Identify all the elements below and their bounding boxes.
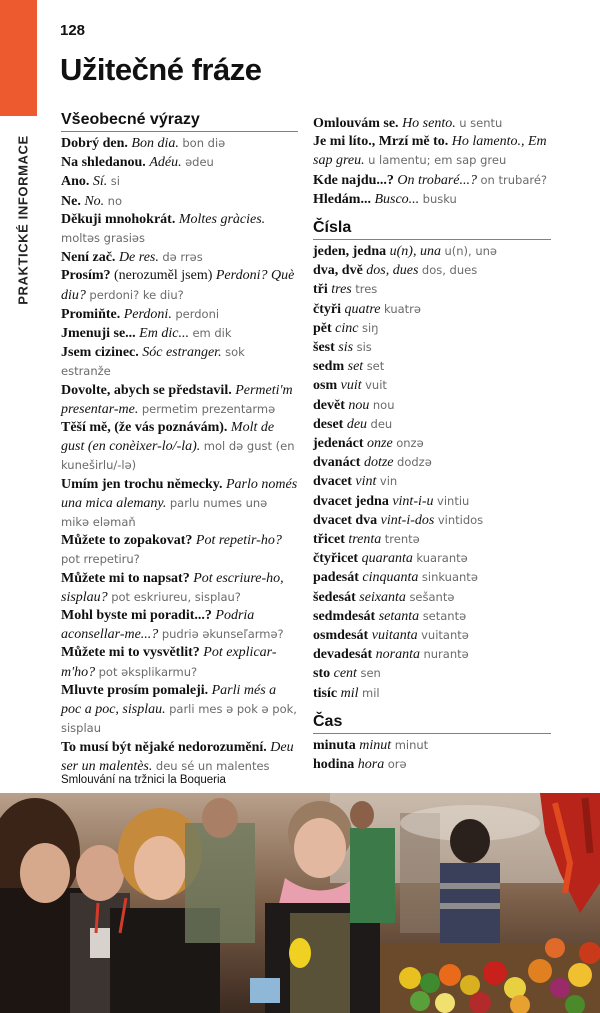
- phrase-pronunciation: no: [107, 193, 122, 208]
- phrase-pronunciation: perdoni? ke diu?: [89, 287, 184, 302]
- phrase-pronunciation: minut: [394, 737, 429, 752]
- phrase-entry: [313, 114, 551, 133]
- phrase-czech: devadesát: [313, 647, 373, 663]
- section-heading-numbers: Čísla: [313, 218, 551, 240]
- phrase-pronunciation: mil: [362, 685, 380, 700]
- phrase-czech: Promiňte.: [61, 306, 121, 322]
- phrase-pronunciation: vintiu: [437, 493, 470, 508]
- phrase-czech: šest: [313, 340, 335, 356]
- phrase-entry: [61, 343, 298, 381]
- phrase-czech: Není zač.: [61, 250, 116, 266]
- phrase-pronunciation: siŋ: [362, 320, 379, 335]
- number-entry: [313, 280, 551, 299]
- number-entry: [313, 530, 551, 549]
- phrase-pronunciation: bon diə: [182, 136, 226, 150]
- phrase-czech: jedenáct: [313, 436, 364, 452]
- phrase-czech: Dobrý den.: [61, 136, 128, 151]
- phrase-czech: Umím jen trochu německy.: [61, 476, 223, 492]
- phrase-pronunciation: vin: [379, 474, 398, 489]
- phrase-catalan: nou: [348, 397, 370, 413]
- phrase-czech: dvacet: [313, 474, 352, 490]
- phrase-czech: Prosím?: [61, 268, 111, 284]
- phrase-czech: sedm: [313, 359, 345, 375]
- section-heading-time: Čas: [313, 712, 551, 734]
- phrase-catalan: tres: [331, 282, 352, 298]
- phrase-czech: sedmdesát: [313, 608, 376, 624]
- phrase-pronunciation: sis: [356, 340, 372, 355]
- phrase-catalan: Sí.: [92, 174, 108, 190]
- time-entry: [313, 736, 551, 755]
- phrase-catalan: vint-i-dos: [380, 512, 435, 528]
- phrase-entry: [61, 532, 298, 569]
- phrase-entry: [61, 211, 298, 248]
- phrase-pronunciation: u lamentu; em sap greu: [368, 153, 507, 168]
- number-entry: [313, 607, 551, 626]
- time-entry: [313, 755, 551, 774]
- phrase-catalan: Parlo només una mica alemany.: [61, 476, 298, 511]
- phrase-entry: [61, 192, 298, 211]
- phrase-catalan: quatre: [344, 301, 381, 317]
- phrase-catalan: Molt de gust (en conèixer-lo/-la).: [61, 420, 275, 455]
- phrase-catalan: Permeti'm presentar-me.: [61, 382, 293, 417]
- phrase-pronunciation: vuit: [365, 378, 387, 393]
- phrase-catalan: setanta: [378, 608, 420, 624]
- phrase-pronunciation: kuarantə: [416, 551, 468, 566]
- phrase-catalan: Pot repetir-ho?: [195, 533, 282, 549]
- phrase-czech: osm: [313, 378, 338, 394]
- phrase-czech: Jmenuji se...: [61, 326, 136, 342]
- market-photo: [0, 793, 600, 1013]
- phrase-czech: Dovolte, abych se představil.: [61, 382, 232, 398]
- phrase-czech: jeden, jedna: [313, 244, 387, 260]
- phrase-entry: [61, 134, 298, 153]
- phrase-catalan: De res.: [118, 250, 159, 266]
- phrase-pronunciation: u sentu: [459, 116, 503, 130]
- phrase-catalan: cinc: [335, 320, 359, 336]
- phrase-pronunciation: orə: [387, 757, 407, 772]
- phrase-catalan: Parli més a poc a poc, sisplau.: [61, 682, 277, 718]
- phrase-entry: [61, 570, 298, 607]
- phrase-catalan: On trobaré...?: [397, 172, 478, 188]
- phrase-catalan: u(n), una: [389, 244, 441, 260]
- page-title: Užitečné fráze: [60, 52, 262, 87]
- phrase-czech: Těší mě, (že vás poznávám).: [61, 420, 228, 436]
- number-entry: [313, 396, 551, 415]
- phrase-entry: [61, 267, 298, 304]
- phrase-czech: devět: [313, 397, 345, 413]
- phrase-catalan: Pot explicar-m'ho?: [61, 645, 277, 680]
- phrases-column-right: [313, 114, 551, 774]
- phrase-czech: hodina: [313, 757, 355, 773]
- phrase-pronunciation: em dik: [192, 326, 232, 341]
- phrase-entry: [313, 133, 551, 170]
- phrase-pronunciation: sok estranže: [61, 345, 245, 379]
- number-entry: [313, 434, 551, 453]
- phrase-pronunciation: onzə: [396, 436, 424, 451]
- phrase-pronunciation: dodzə: [397, 455, 432, 470]
- phrase-pronunciation: sinkuantə: [421, 570, 478, 585]
- number-entry: [313, 511, 551, 530]
- phrase-pronunciation: sen: [360, 666, 381, 681]
- phrase-pronunciation: parli mes ə pok ə pok, sisplau: [61, 702, 297, 736]
- phrase-catalan: hora: [357, 757, 385, 773]
- phrase-catalan: set: [347, 359, 364, 375]
- phrase-catalan: dotze: [363, 455, 394, 471]
- phrase-catalan: Busco...: [374, 191, 420, 207]
- phrase-catalan: mil: [340, 685, 359, 701]
- phrase-pronunciation: nou: [372, 397, 395, 412]
- phrase-czech: Na shledanou.: [61, 155, 146, 171]
- phrase-catalan: Ho sento.: [402, 116, 456, 131]
- phrase-czech: Mohl byste mi poradit...?: [61, 608, 212, 624]
- phrase-czech: Hledám...: [313, 191, 371, 207]
- phrase-czech: pět: [313, 320, 332, 336]
- phrases-column-left: [61, 110, 298, 776]
- phrase-pronunciation: də rrəs: [162, 250, 203, 265]
- phrase-pronunciation: kuatrə: [384, 301, 421, 316]
- phrase-czech: sto: [313, 666, 331, 682]
- phrase-entry: [61, 607, 298, 644]
- phrase-entry: [61, 476, 298, 533]
- phrase-pronunciation: on trubaré?: [480, 172, 548, 187]
- phrase-pronunciation: tres: [355, 282, 378, 297]
- phrase-czech: Jsem cizinec.: [61, 345, 139, 361]
- phrase-catalan: onze: [367, 436, 393, 452]
- phrase-pronunciation: set: [366, 359, 385, 374]
- phrase-czech: dvacet dva: [313, 512, 378, 528]
- number-entry: [313, 415, 551, 434]
- phrase-entry: [313, 171, 551, 190]
- phrase-czech: tisíc: [313, 685, 338, 701]
- phrase-catalan: vuitanta: [371, 628, 418, 644]
- phrase-pronunciation: nurantə: [423, 647, 469, 662]
- number-entry: [313, 319, 551, 338]
- phrase-pronunciation: pot rrepetiru?: [61, 552, 140, 567]
- phrase-pronunciation: mol də gust (en kuneširlu/-lə): [61, 439, 295, 473]
- phrase-pronunciation: permetim prezentarmə: [141, 401, 276, 416]
- phrase-pronunciation: ədeu: [185, 155, 214, 170]
- phrase-catalan: deu: [346, 416, 368, 432]
- number-entry: [313, 684, 551, 703]
- number-entry: [313, 453, 551, 472]
- phrase-catalan: minut: [359, 737, 392, 753]
- number-entry: [313, 645, 551, 664]
- phrase-entry: [61, 153, 298, 172]
- number-entry: [313, 492, 551, 511]
- number-entry: [313, 338, 551, 357]
- phrase-entry: [61, 382, 298, 419]
- phrase-czech: osmdesát: [313, 628, 369, 644]
- number-entry: [313, 376, 551, 395]
- phrase-catalan: Em dic...: [139, 326, 189, 342]
- phrase-catalan: Sóc estranger.: [142, 345, 222, 361]
- phrase-pronunciation: deu: [370, 416, 393, 431]
- phrase-pronunciation: moltəs grasiəs: [61, 231, 145, 246]
- phrase-catalan: Perdoni? Què diu?: [61, 268, 295, 303]
- phrase-czech: Mluvte prosím pomaleji.: [61, 682, 209, 698]
- phrase-entry: [61, 248, 298, 267]
- number-entry: [313, 664, 551, 683]
- number-entry: [313, 549, 551, 568]
- phrase-czech: dva, dvě: [313, 263, 363, 279]
- phrase-note: (nerozuměl jsem): [114, 268, 213, 284]
- phrase-czech: Děkuji mnohokrát.: [61, 211, 176, 227]
- phrase-catalan: Deu ser un malentès.: [61, 739, 294, 774]
- phrase-catalan: Moltes gràcies.: [178, 211, 266, 227]
- phrase-pronunciation: deu sé un malentes: [155, 758, 270, 773]
- phrase-czech: Je mi líto., Mrzí mě to.: [313, 134, 449, 150]
- phrase-catalan: cent: [333, 666, 357, 682]
- phrase-catalan: cinquanta: [362, 570, 419, 586]
- number-entry: [313, 588, 551, 607]
- section-color-tab: [0, 0, 37, 116]
- phrase-catalan: noranta: [375, 647, 420, 663]
- phrase-catalan: Ho lamento., Em sap greu.: [313, 134, 547, 169]
- phrase-catalan: dos, dues: [366, 263, 419, 279]
- number-entry: [313, 242, 551, 261]
- phrase-catalan: sis: [338, 340, 354, 356]
- phrase-catalan: vint: [355, 474, 377, 490]
- phrase-pronunciation: parlu numes unə mikə eləmaň: [61, 495, 268, 530]
- phrase-pronunciation: pot eskriureu, sisplau?: [111, 589, 241, 604]
- phrase-czech: To musí být nějaké nedorozumění.: [61, 739, 267, 755]
- number-entry: [313, 472, 551, 491]
- phrase-czech: třicet: [313, 532, 345, 548]
- phrase-catalan: Adéu.: [149, 155, 182, 171]
- phrase-entry: [61, 324, 298, 343]
- phrase-pronunciation: pudriə əkunseľarmə?: [161, 627, 284, 642]
- phrase-entry: [61, 644, 298, 681]
- phrase-pronunciation: trentə: [384, 532, 420, 547]
- phrase-pronunciation: dos, dues: [421, 263, 478, 278]
- phrase-czech: Omlouvám se.: [313, 116, 399, 131]
- phrase-pronunciation: si: [110, 174, 120, 189]
- side-section-label: PRAKTICKÉ INFORMACE: [15, 135, 31, 305]
- phrase-catalan: trenta: [348, 532, 382, 548]
- phrase-czech: šedesát: [313, 589, 356, 605]
- phrase-czech: Ano.: [61, 174, 90, 190]
- phrase-catalan: seixanta: [359, 589, 406, 605]
- number-entry: [313, 300, 551, 319]
- phrase-czech: Kde najdu...?: [313, 172, 394, 188]
- phrase-entry: [61, 682, 298, 739]
- number-entry: [313, 357, 551, 376]
- number-entry: [313, 568, 551, 587]
- phrase-entry: [61, 305, 298, 324]
- phrase-pronunciation: pot əksplikarmu?: [98, 664, 198, 679]
- phrase-pronunciation: setantə: [422, 608, 467, 623]
- phrase-pronunciation: sešantə: [409, 589, 455, 604]
- phrase-czech: padesát: [313, 570, 359, 586]
- photo-caption: Smlouvání na tržnici la Boqueria: [61, 774, 226, 786]
- phrase-czech: čtyřicet: [313, 551, 359, 567]
- phrase-entry: [61, 739, 298, 776]
- phrase-catalan: Pot escriure-ho, sisplau?: [61, 570, 284, 605]
- page-number: 128: [60, 22, 86, 39]
- phrase-czech: Můžete mi to vysvětlit?: [61, 645, 200, 661]
- phrase-czech: dvacet jedna: [313, 493, 389, 509]
- phrase-czech: Můžete mi to napsat?: [61, 570, 190, 586]
- phrase-catalan: Perdoni.: [123, 306, 172, 322]
- number-entry: [313, 261, 551, 280]
- number-entry: [313, 626, 551, 645]
- phrase-catalan: Podria aconsellar-me...?: [61, 608, 255, 643]
- phrase-entry: [313, 190, 551, 209]
- section-heading-general: Všeobecné výrazy: [61, 110, 298, 132]
- phrase-pronunciation: vuitantə: [421, 628, 469, 643]
- phrase-entry: [61, 172, 298, 191]
- phrase-czech: Můžete to zopakovat?: [61, 533, 193, 549]
- phrase-pronunciation: vintidos: [437, 512, 484, 527]
- phrase-catalan: No.: [84, 193, 105, 209]
- phrase-czech: čtyři: [313, 301, 341, 317]
- phrase-catalan: quaranta: [361, 551, 413, 567]
- market-scene-illustration: [0, 793, 600, 1013]
- phrase-czech: deset: [313, 416, 344, 432]
- phrase-czech: Ne.: [61, 193, 81, 209]
- phrase-pronunciation: u(n), unə: [444, 244, 497, 259]
- phrase-catalan: vint-i-u: [392, 493, 434, 509]
- phrase-pronunciation: perdoni: [175, 306, 220, 321]
- phrase-entry: [61, 419, 298, 476]
- phrase-pronunciation: busku: [422, 191, 457, 206]
- phrase-catalan: vuit: [340, 378, 362, 394]
- phrase-czech: tři: [313, 282, 328, 298]
- phrase-czech: dvanáct: [313, 455, 361, 471]
- phrase-catalan: Bon dia.: [131, 136, 179, 151]
- phrase-czech: minuta: [313, 737, 356, 753]
